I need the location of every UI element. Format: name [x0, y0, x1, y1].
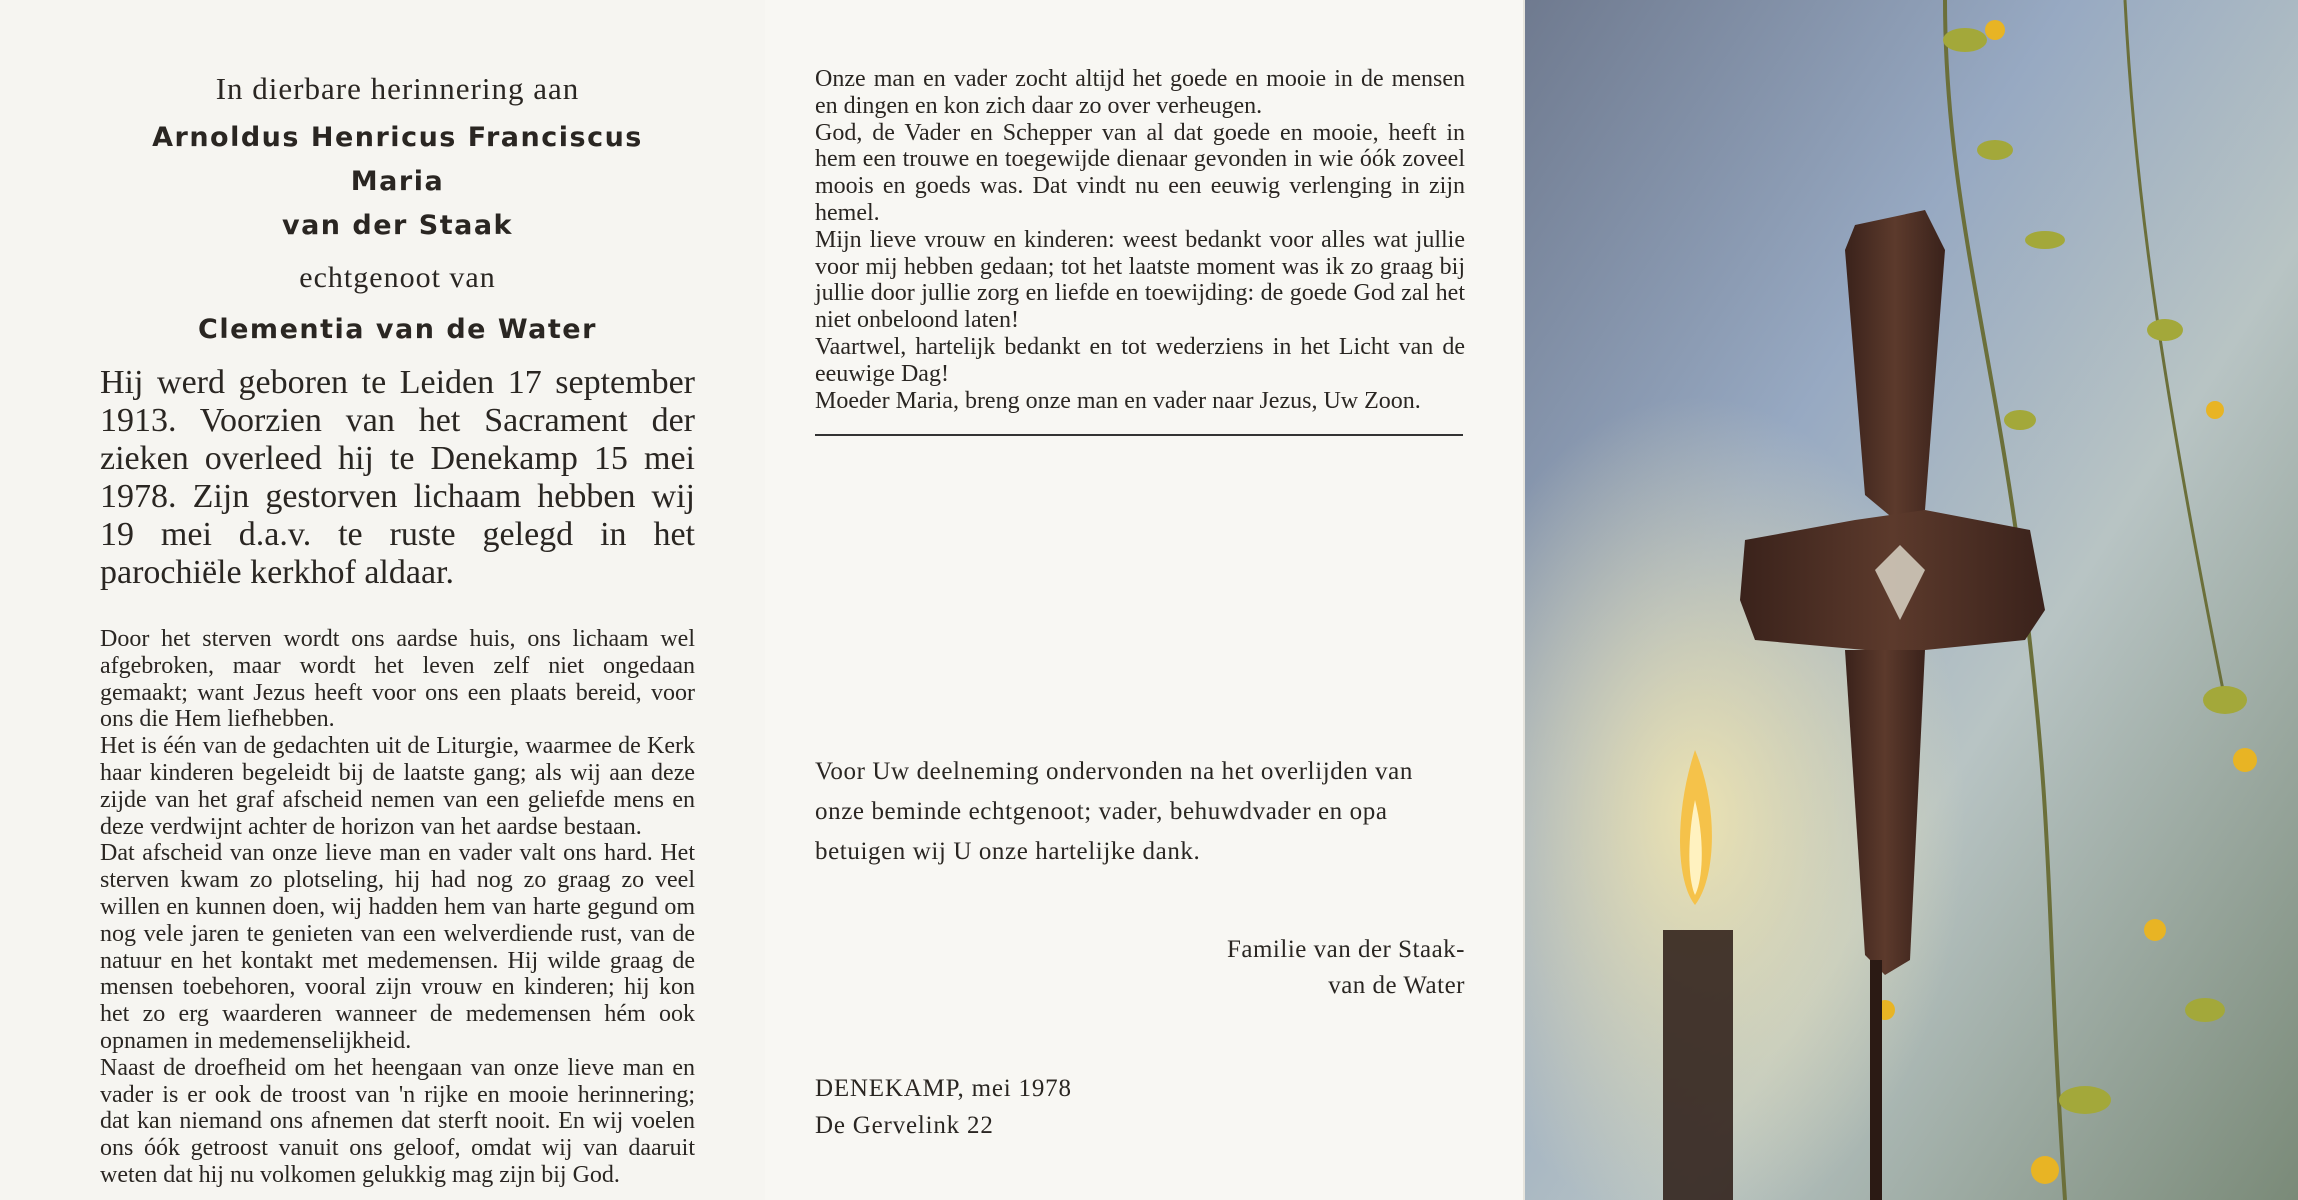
signature-line: Familie van der Staak- [1226, 936, 1465, 963]
cross-photo [1525, 0, 2298, 1200]
signature-line: van de Water [1328, 972, 1465, 999]
farewell-paragraph: God, de Vader en Schepper van al dat goede en mooie, heeft in hem een trouwe en toegewijde dienaar gevonden in wie óók zoveel moois en goeds was. Dat vindt nu een eeuwig verlenging in zijn hemel. [815, 119, 1465, 226]
deceased-name-line1: Arnoldus Henricus Franciscus Maria [152, 122, 643, 197]
intro-line: In dierbare herinnering aan [215, 71, 580, 106]
memorial-paragraph: Dat afscheid van onze lieve man en vader valt ons hard. Het sterven kwam zo plotseling, hij had nog zo graag zo veel willen en kunnen doen, wij hadden hem van harte gegund om nog vele jaren te genieten van een welverdiende rust, van de natuur en het kontakt met medemensen. Hij wilde graag de mensen toebehoren, vooral zijn vrouw en kinderen; hij kon het zo erg waarderen wanneer de medemensen hém ook opnamen in medemenselijkheid. [100, 840, 695, 1054]
biography: Hij werd geboren te Leiden 17 september 1913. Voorzien van het Sacrament der zieken overleed hij te Denekamp 15 mei 1978. Zijn gestorven lichaam hebben wij 19 mei d.a.v. te ruste gelegd in het parochiële kerkhof aldaar. [100, 364, 695, 591]
place-date [815, 1070, 1072, 1144]
memorial-paragraph: Het is één van de gedachten uit de Liturgie, waarmee de Kerk haar kinderen begeleidt bij de laatste gang; als wij aan deze zijde van het graf afscheid nemen van een geliefde mens en deze verdwijnt achter de horizon van het aardse bestaan. [100, 733, 695, 840]
memorial-text [100, 626, 695, 1189]
thanks-text: Voor Uw deelneming ondervonden na het overlijden van onze beminde echtgenoot; vader, behuwdvader en opa betuigen wij U onze hartelijke dank. [815, 758, 1413, 865]
memorial-paragraph: Naast de droefheid om het heengaan van onze lieve man en vader is er ook de troost van 'n rijke en mooie herinnering; dat kan niemand ons afnemen dat sterft nooit. En wij voelen ons óók getroost vanuit ons geloof, omdat wij van daaruit weten dat hij nu volkomen gelukkig mag zijn bij God. [100, 1054, 695, 1188]
spouse-name: Clementia van de Water [198, 314, 597, 345]
left-panel [0, 0, 765, 1200]
farewell-paragraph: Vaartwel, hartelijk bedankt en tot wederziens in het Licht van de eeuwige Dag! [815, 333, 1465, 387]
divider [815, 434, 1463, 436]
deceased-name-line2: van der Staak [281, 210, 514, 241]
farewell-paragraph: Moeder Maria, breng onze man en vader naar Jezus, Uw Zoon. [815, 387, 1421, 414]
farewell-paragraph: Onze man en vader zocht altijd het goede en mooie in de mensen en dingen en kon zich daar zo over verheugen. [815, 66, 1465, 119]
wooden-cross-candle-icon [1525, 0, 2298, 1200]
farewell-paragraph: Mijn lieve vrouw en kinderen: weest bedankt voor alles wat jullie voor mij hebben gedaan; tot het laatste moment was ik zo graag bij jullie door jullie zorg en liefde en toewijding: de goede God zal het niet onbeloond laten! [815, 226, 1465, 334]
memorial-paragraph: Door het sterven wordt ons aardse huis, ons lichaam wel afgebroken, maar wordt het leven zelf niet ongedaan gemaakt; want Jezus heeft voor ons een plaats bereid, voor ons die Hem liefhebben. [100, 626, 695, 733]
middle-panel [765, 0, 1525, 1200]
place-date-line: DENEKAMP, mei 1978 [815, 1075, 1072, 1102]
spouse-of-label: echtgenoot van [299, 261, 496, 294]
family-signature [1227, 932, 1465, 1004]
address-line: De Gervelink 22 [815, 1112, 994, 1139]
farewell-text [815, 66, 1465, 414]
